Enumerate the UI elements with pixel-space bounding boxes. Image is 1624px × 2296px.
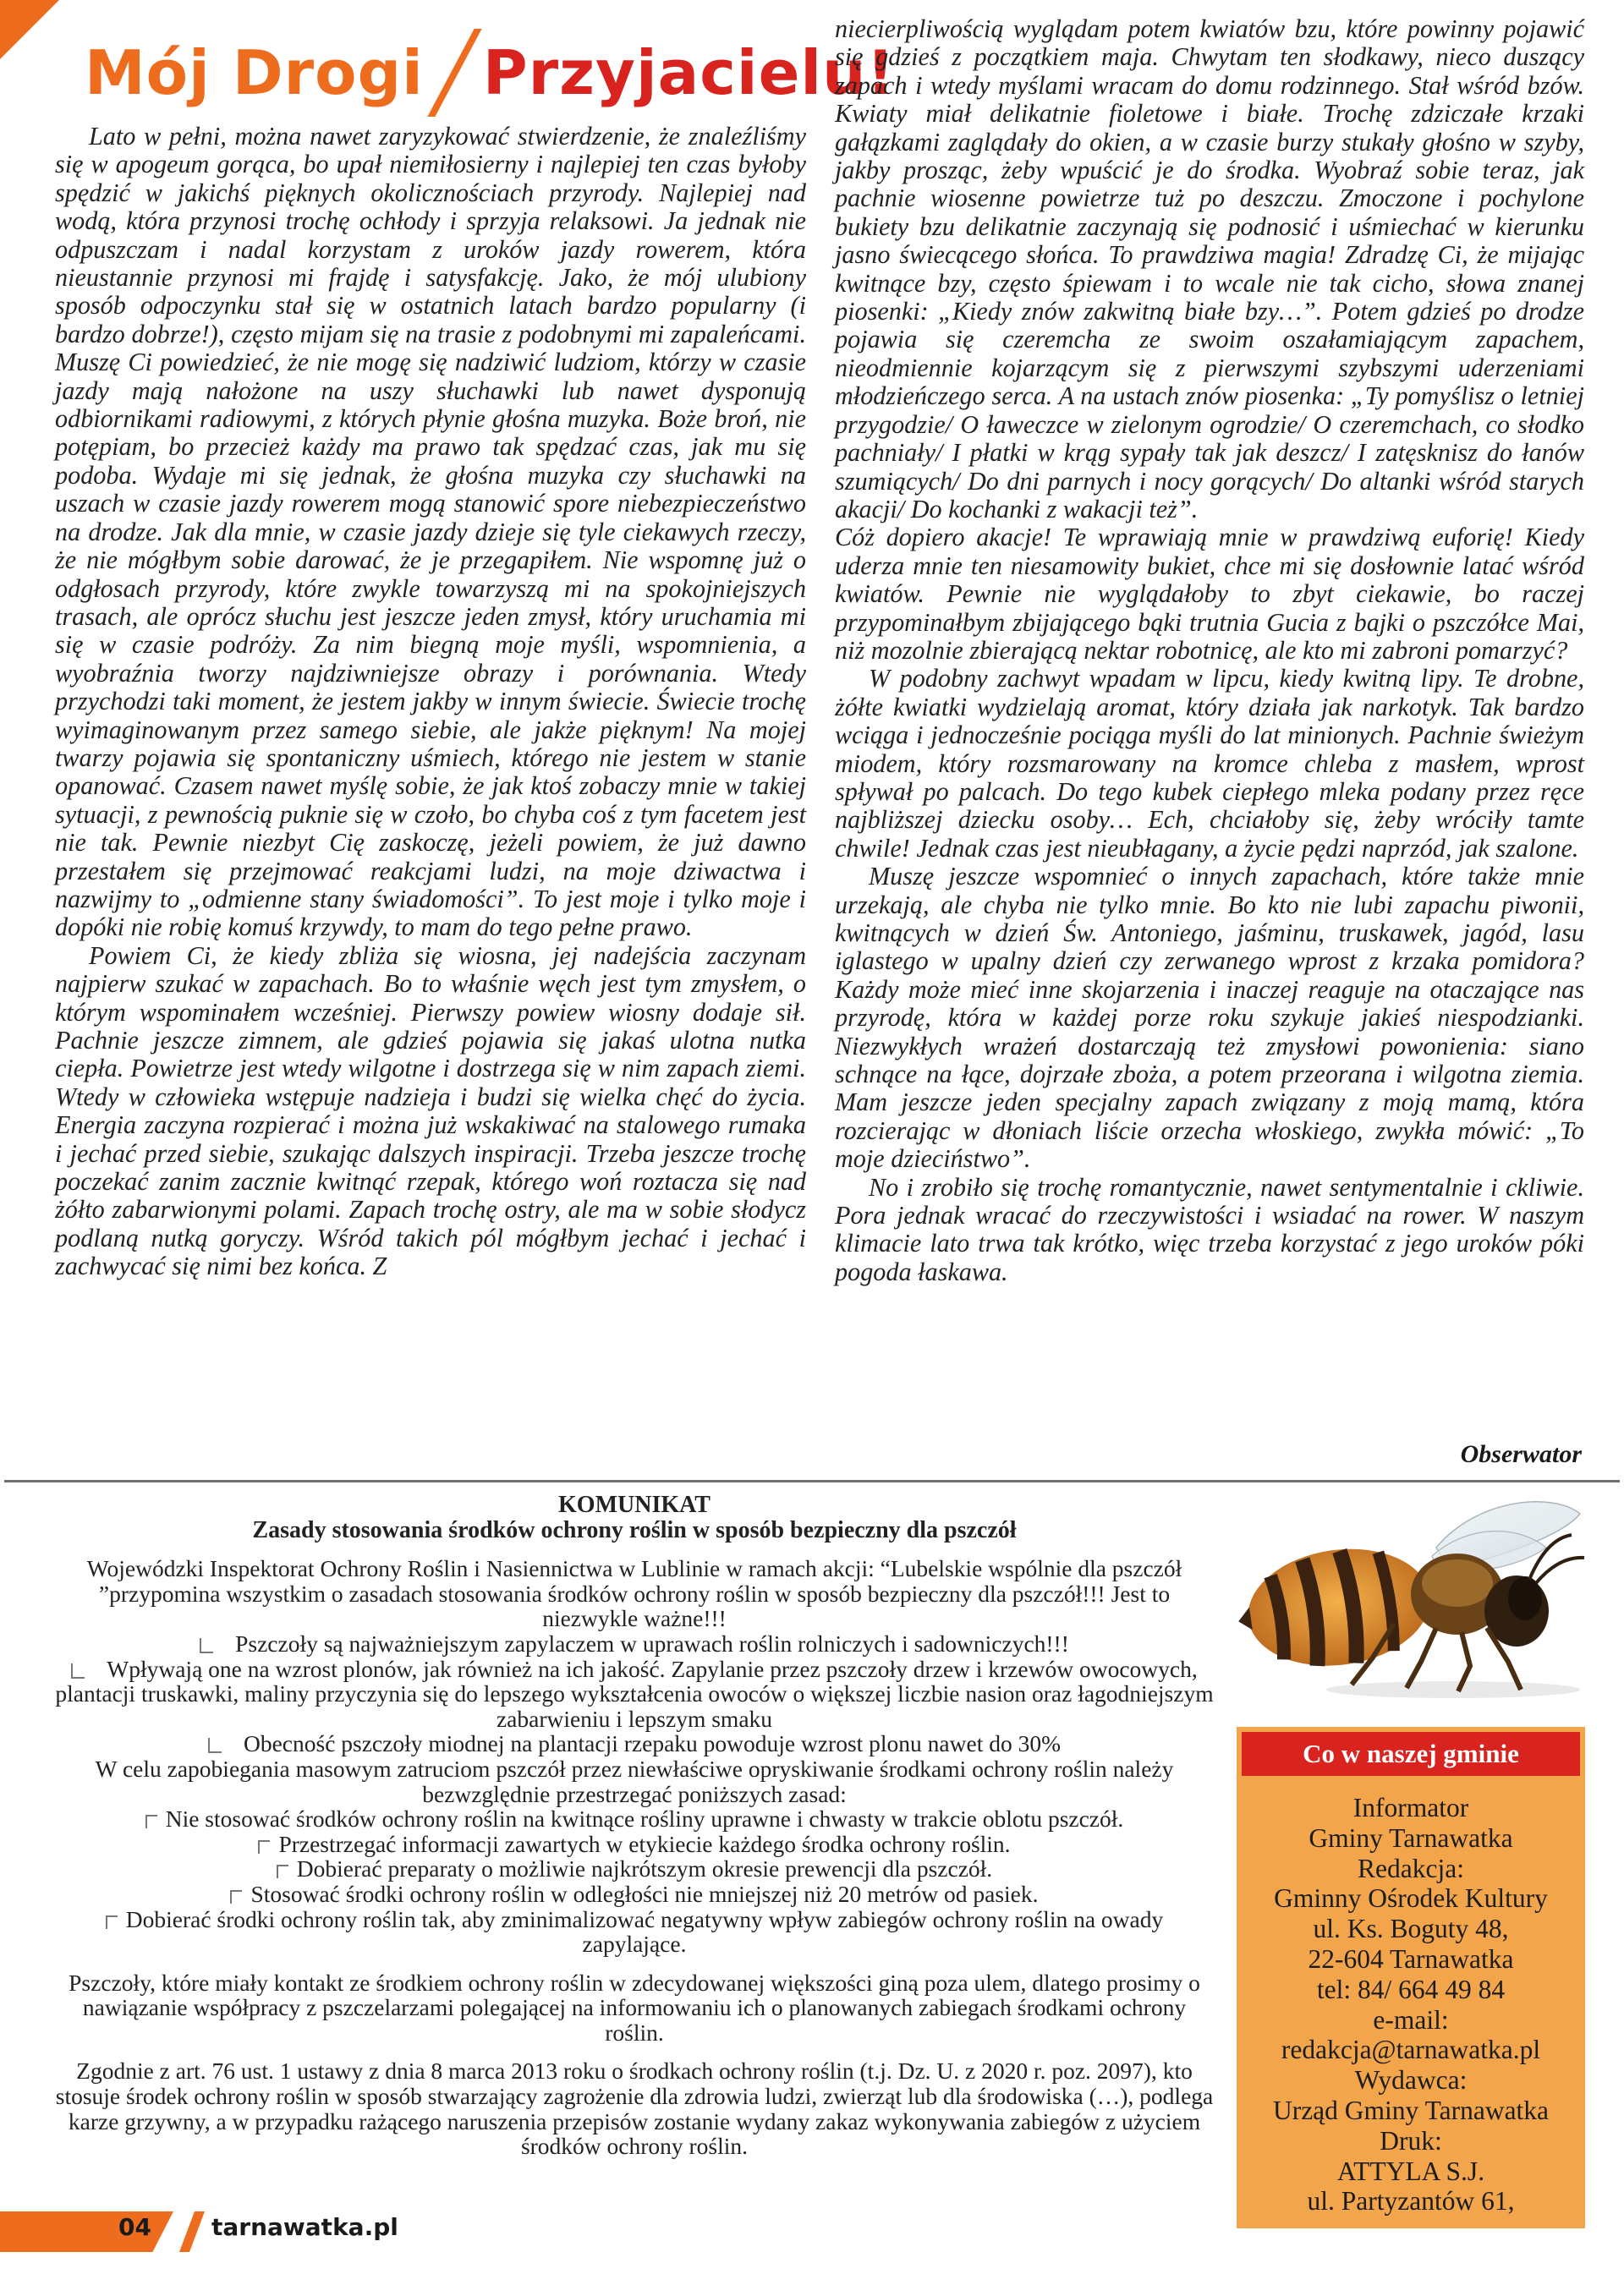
bullet-icon [208, 1738, 222, 1753]
info-line: Gminny Ośrodek Kultury [1274, 1883, 1548, 1914]
bullet-icon [106, 1915, 118, 1929]
article-paragraph: Cóż dopiero akacje! Te wprawiają mnie w prawdziwą euforię! Kiedy uderza mnie ten niesamowity bukiet, chce mi się dosłownie latać wśród kwiatów. Pewnie nie wyglądałoby to zbyt ciekawie, bo raczej przypominałbym zbijającego bąki trutnia Gucia z bajki o pszczółce Mai, niż mozolnie zbierającą nektar robotnicę, ale kto mi zabroni pomarzyć? [835, 523, 1584, 665]
rule-item: Dobierać preparaty o możliwie najkrótszym okresie prewencji dla pszczół. [51, 1856, 1218, 1882]
page-number: 04 [118, 2213, 151, 2241]
title-part2: Przyjacielu! [482, 37, 896, 108]
communique-appeal: Pszczoły, które miały kontakt ze środkiem ochrony roślin w zdecydowanej większości giną poza ulem, dlatego prosimy o nawiązanie współpracy z pszczelarzami polegającej na informowaniu ich o planowanych zabiegach środkami ochrony roślin. [69, 1969, 1200, 2046]
info-line: e-mail: [1373, 2004, 1449, 2035]
footer-accent [179, 2211, 205, 2252]
rule-item: Dobierać środki ochrony roślin tak, aby zminimalizować negatywny wpływ zabiegów ochrony roślin na owady zapylające. [51, 1907, 1218, 1957]
info-line: Redakcja: [1358, 1853, 1464, 1883]
title-part1: Mój Drogi [85, 37, 424, 108]
bullet-icon [71, 1663, 85, 1679]
article-paragraph: Muszę jeszcze wspomnieć o innych zapachach, które także mnie urzekają, ale chyba nie tylko mnie. Bo kto nie lubi zapachu piwonii, kwitnących w dzień Św. Antoniego, jaśminu, truskawek, jagód, lasu iglastego w upalny dzień czy zerwanego wprost z krzaka pomidora? Każdy może mieć inne skojarzenia i inaczej reaguje na otaczające nas przyrodę, która w każdej porze roku szykuje jakieś niespodzianki. Niezwykłych wrażeń dostarczają też zmysłowi powonienia: siano schnące na łące, dojrzałe zboża, a potem przeorana i wilgotna ziemia. Mam jeszcze jeden specjalny zapach związany z moją mamą, która rozcierając w dłoniach liście orzecha włoskiego, zwykła mówić: „To moje dzieciństwo”. [835, 862, 1584, 1174]
article-column-left [55, 123, 806, 1281]
communique-subtitle: Zasady stosowania środków ochrony roślin w sposób bezpieczny dla pszczół [252, 1516, 1017, 1543]
fact-item: Obecność pszczoły miodnej na plantacji rzepaku powoduje wzrost plonu nawet do 30% [51, 1731, 1218, 1756]
communique-law: Zgodnie z art. 76 ust. 1 ustawy z dnia 8 marca 2013 roku o środkach ochrony roślin (t.j. Dz. U. z 2020 r. poz. 2097), kto stosuje środek ochrony roślin w sposób stwarzający zagrożenie dla zdrowia ludzi, zwierząt lub dla środowiska (…), podlega karze grzywny, a w przypadku rażącego naruszenia przepisów zostanie wydany zakaz wykonywania zabiegów z użyciem środków ochrony roślin. [55, 2058, 1214, 2160]
article-paragraph: Powiem Ci, że kiedy zbliża się wiosna, jej nadejścia zaczynam najpierw szukać w zapachach. Bo to właśnie węch jest tym zmysłem, o którym wspominałem wcześniej. Pierwszy powiew wiosny dodaje sił. Pachnie jeszcze zimnem, ale gdzieś pojawia się jakaś ulotna nutka ciepła. Powietrze jest wtedy wilgotne i dostrzega się w nim zapach ziemi. Wtedy w człowieka wstępuje nadzieja i budzi się wielka chęć do życia. Energia zaczyna rozpierać i można już wskakiwać na stalowego rumaka i jechać przed siebie, szukając dalszych inspiracji. Trzeba jeszcze trochę poczekać zanim zacznie kwitnąć rzepak, którego woń roztacza się nad żółto zabarwionymi polami. Zapach trochę ostry, ale ma w sobie słodycz podlaną nutką goryczy. Wśród takich pól mógłbym jechać i jechać i zachwycać się nimi bez końca. Z [55, 940, 806, 1281]
rule-item: Nie stosować środków ochrony roślin na kwitnące rośliny uprawne i chwasty w trakcie oblotu pszczół. [51, 1806, 1218, 1832]
info-line: ul. Partyzantów 61, [1307, 2186, 1515, 2217]
info-line: ul. Ks. Boguty 48, [1313, 1914, 1509, 1944]
bullet-icon [200, 1638, 213, 1653]
bullet-icon [258, 1840, 270, 1854]
fact-item: Wpływają one na wzrost plonów, jak również na ich jakość. Zapylanie przez pszczoły drzew i krzewów owocowych, plantacji truskawki, maliny przyczynia się do lepszego wykształcenia owoców o większej liczbie nasion oraz łagodniejszym zabarwieniu i lepszym smaku [55, 1655, 1214, 1732]
info-email[interactable]: redakcja@tarnawatka.pl [1281, 2035, 1541, 2065]
article-paragraph: Lato w pełni, można nawet zaryzykować stwierdzenie, że znaleźliśmy się w apogeum gorąca, bo upał niemiłosierny i najlepiej ten czas byłoby spędzić w jakichś pięknych okolicznościach przyrody. Najlepiej nad wodą, która przynosi trochę ochłody i sprzyja relaksowi. Ja jednak nie odpuszczam i nadal korzystam z uroków jazdy rowerem, która nieustannie przynosi mi frajdę i satysfakcję. Jako, że mój ulubiony sposób odpoczynku stał się w ostatnich latach bardzo popularny (i bardzo dobrze!), często mijam się na trasie z podobnymi mi zapaleńcami. Muszę Ci powiedzieć, że nie mogę się nadziwić ludziom, którzy w czasie jazdy mają nałożone na uszy słuchawki lub nawet dysponują odbiornikami radiowymi, z których płynie głośna muzyka. Boże broń, nie potępiam, bo przecież każdy ma prawo tak spędzać czas, jak mu się podoba. Wydaje mi się jednak, że głośna muzyka czy słuchawki na uszach w czasie jazdy rowerem mogą stanowić spore niebezpieczeństwo na drodze. Jak dla mnie, w czasie jazdy dzieje się tyle ciekawych rzeczy, że nie mógłbym sobie darować, że je przegapiłem. Nie wspomnę już o odgłosach przyrody, które zwykle towarzyszą mi na spokojniejszych trasach, ale oprócz słuchu jest jeszcze jeden zmysł, który uruchamia mi się w czasie podróży. Za nim biegną moje myśli, wspomnienia, a wyobraźnia tworzy najdziwniejsze obrazy i porównania. Wtedy przychodzi taki moment, że jestem jakby w innym świecie. Świecie trochę wyimaginowanym przez samego siebie, ale jakże pięknym! Na mojej twarzy pojawia się spontaniczny uśmiech, którego nie jestem w stanie opanować. Czasem nawet myślę sobie, że jak ktoś zobaczy mnie w takiej sytuacji, z pewnością puknie się w czoło, bo chyba coś z tym facetem jest nie tak. Pewnie niezbyt Cię zaskoczę, jeżeli powiem, że już dawno przestałem się przejmować reakcjami ludzi, na moje dziwactwa i nazwijmy to „odmienne stany świadomości”. To jest moje i tylko moje i dopóki nie robię komuś krzywdy, to mam do tego pełne prawo. [55, 122, 806, 942]
article-paragraph: W podobny zachwyt wpadam w lipcu, kiedy kwitną lipy. Te drobne, żółte kwiatki wydzielają aromat, który działa jak narkotyk. Tak bardzo wciąga i jednocześnie pociąga myśli do lat minionych. Pachnie świeżym miodem, który rozsmarowany na kromce chleba z masłem, wprost spływał po palcach. Do tego kubek ciepłego mleka podany przez ręce najbliższej dziecku osoby… Ech, chciałoby się, żeby wróciły tamte chwile! Jednak czas jest nieubłagany, a życie pędzi naprzód, jak szalone. [835, 664, 1584, 863]
rule-item: Przestrzegać informacji zawartych w etykiecie każdego środka ochrony roślin. [51, 1832, 1218, 1857]
info-line: Druk: [1380, 2125, 1442, 2156]
info-box-body [1237, 1793, 1585, 2217]
rules-intro: W celu zapobiegania masowym zatruciom pszczół przez niewłaściwe opryskiwanie środkami ochrony roślin należy bezwzględnie przestrzegać poniższych zasad: [95, 1755, 1174, 1807]
article-column-right [835, 15, 1584, 1286]
rule-item: Stosować środki ochrony roślin w odległości nie mniejszej niż 20 metrów od pasiek. [51, 1882, 1218, 1907]
info-box-heading: Co w naszej gminie [1242, 1732, 1580, 1776]
communique-title: KOMUNIKAT [558, 1492, 710, 1518]
corner-accent [0, 0, 59, 59]
section-divider [4, 1480, 1620, 1482]
info-line: ATTYLA S.J. [1336, 2156, 1485, 2186]
bullet-icon [230, 1890, 242, 1904]
info-line: Urząd Gminy Tarnawatka [1272, 2095, 1550, 2125]
info-line: Gminy Tarnawatka [1309, 1822, 1513, 1853]
page-footer [0, 2211, 592, 2252]
bullet-icon [277, 1865, 288, 1878]
info-line: tel: 84/ 664 49 84 [1316, 1974, 1506, 2004]
bullet-icon [145, 1815, 157, 1828]
honey-bee-image [1225, 1488, 1597, 1708]
communique-intro: Wojewódzki Inspektorat Ochrony Roślin i Nasiennictwa w Lublinie w ramach akcji: “Lubelskie wspólnie dla pszczół ”przypomina wszystkim o zasadach stosowania środków ochrony roślin w sposób bezpieczny dla pszczół!!! Jest to niezwykle ważne!!! [86, 1555, 1182, 1632]
article-paragraph: No i zrobiło się trochę romantycznie, nawet sentymentalnie i ckliwie. Pora jednak wracać do rzeczywistości i wsiadać na rower. W naszym klimacie lato trwa tak krótko, więc trzeba korzystać z jego uroków póki pogoda łaskawa. [835, 1172, 1584, 1286]
page-title [85, 30, 895, 115]
info-line: 22-604 Tarnawatka [1308, 1943, 1514, 1974]
footer-url[interactable]: tarnawatka.pl [211, 2213, 398, 2241]
info-line: Wydawca: [1354, 2065, 1468, 2096]
fact-item: Pszczoły są najważniejszym zapylaczem w uprawach roślin rolniczych i sadowniczych!!! [51, 1631, 1218, 1657]
article-paragraph: niecierpliwością wyglądam potem kwiatów bzu, które powinny pojawić się gdzieś z początkiem maja. Chwytam ten słodkawy, nieco duszący zapach i wtedy myślami wracam do domu rodzinnego. Stał wśród bzów. Kwiaty miał delikatnie fioletowe i białe. Trochę zdziczałe krzaki gałązkami zaglądały do okien, a w czasie burzy stukały głośno w szyby, jakby prosząc, żeby wpuścić je do środka. Wyobraź sobie teraz, jak pachnie wiosenne powietrze tuż po deszczu. Zmoczone i pochylone bukiety bzu delikatnie zaczynają się podnosić i uśmiechać w kierunku jasno świecącego słońca. To prawdziwa magia! Zdradzę Ci, że mijając kwitnące bzy, często śpiewam i to wcale nie tak cicho, słowa znanej piosenki: „Kiedy znów zakwitną białe bzy…”. Potem gdzieś po drodze pojawia się czeremcha ze swoim oszałamiającym zapachem, nieodmiennie kojarzącym się z pierwszymi szybszymi uderzeniami młodzieńczego serca. A na ustach znów piosenka: „Ty pomyślisz o letniej przygodzie/ O ławeczce w zielonym ogrodzie/ O czeremchach, co słodko pachniały/ I płatki w krąg sypały tak jak deszcz/ I zatęsknisz do łanów szumiących/ Do dni parnych i nocy gorących/ Do altanki wśród starych akacji/ Do kochanki z wakacji też”. [835, 14, 1584, 523]
title-slash-divider [432, 32, 478, 113]
communique [51, 1493, 1218, 2159]
info-box [1237, 1727, 1585, 2228]
info-line: Informator [1352, 1793, 1469, 1822]
article-signature: Obserwator [1460, 1440, 1582, 1468]
